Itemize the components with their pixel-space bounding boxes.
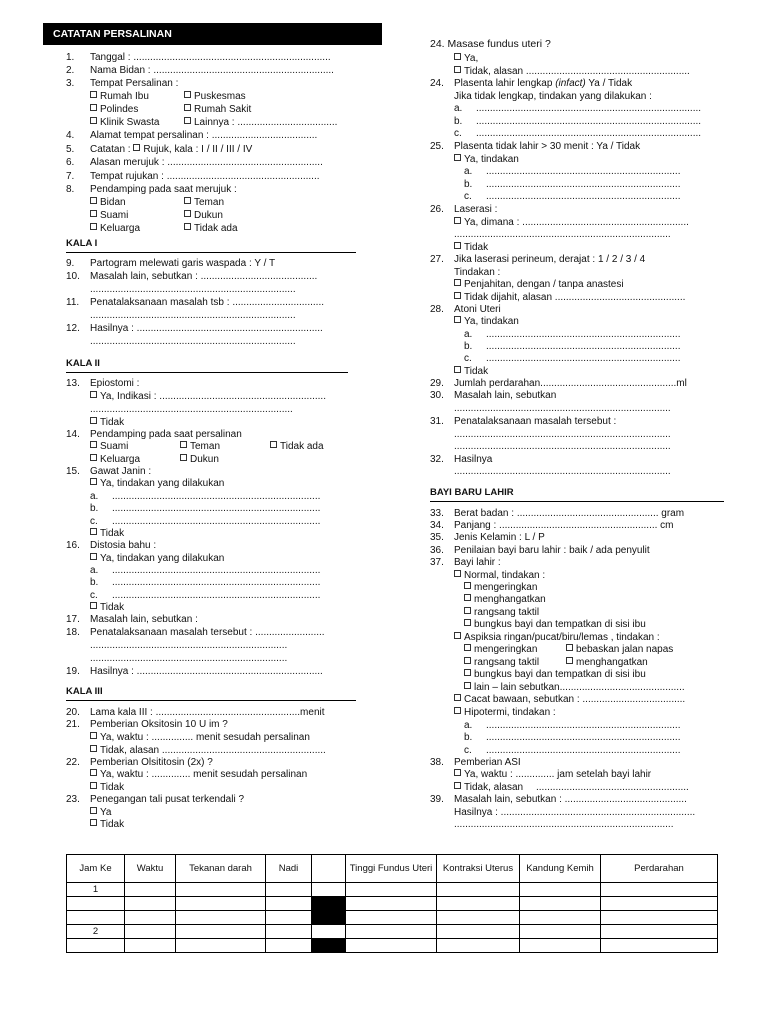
checkbox-row[interactable]: Ya, [430, 53, 478, 65]
monitoring-table [66, 854, 718, 953]
checkbox-icon[interactable] [184, 91, 191, 98]
field-penatalaksanaan-kala2[interactable]: 18. Penatalaksanaan masalah tersebut : ......................... [66, 627, 325, 638]
blank-line[interactable]: c. ................................................................................. [454, 128, 702, 139]
checkbox-icon[interactable] [184, 104, 191, 111]
col-header: Kontraksi Uterus [437, 855, 520, 883]
checkbox-row[interactable]: Ya, waktu : ............... menit sesudah persalinan [66, 732, 310, 744]
checkbox-row[interactable]: Ya, Indikasi : ............................................................ [66, 391, 326, 403]
checkbox-icon [90, 553, 97, 560]
blank-line[interactable]: b. ................................................................................. [454, 116, 702, 127]
checkbox-row[interactable]: Keluarga Tidak ada [66, 223, 238, 235]
checkbox-icon [90, 602, 97, 609]
field-olsititosin: 22. Pemberian Olsititosin (2x) ? [66, 757, 213, 768]
col-header: Perdarahan [601, 855, 718, 883]
field-bayi-lahir: 37. Bayi lahir : [430, 557, 501, 568]
checkbox-icon [270, 441, 277, 448]
field-panjang[interactable]: 34. Panjang : ......................................................... cm [430, 520, 674, 531]
section-kala-3: KALA III [66, 686, 103, 697]
blank-line[interactable]: b. ...................................................................... [464, 179, 681, 190]
checkbox-row[interactable]: Tidak [66, 782, 124, 794]
field-pendamping-persalinan: 14. Pendamping pada saat persalinan [66, 429, 242, 440]
checkbox-row[interactable]: Tidak dijahit, alasan ............................................... [430, 292, 685, 304]
row-label: 2 [67, 925, 125, 939]
blank-line[interactable]: .......................................................................... [90, 284, 296, 295]
checkbox-icon [454, 769, 461, 776]
checkbox-icon [90, 732, 97, 739]
checkbox-row[interactable]: lain – lain sebutkan............................................. [430, 682, 685, 694]
checkbox-row[interactable]: Ya [66, 807, 112, 819]
field-penatalaksanaan-r: 31. Penatalaksanaan masalah tersebut : [430, 416, 617, 427]
field-pendamping-merujuk: 8. Pendamping pada saat merujuk : [66, 184, 237, 195]
blank-line[interactable]: ....................................................................... [90, 653, 288, 664]
checkbox-row[interactable]: Rumah Ibu Puskesmas [66, 91, 246, 103]
field-masalah-lain-kala2[interactable]: 17. Masalah lain, sebutkan : [66, 614, 198, 625]
checkbox-row[interactable]: Penjahitan, dengan / tanpa anastesi [430, 279, 624, 291]
field-hasilnya-kala2[interactable]: 19. Hasilnya : ................................................................... [66, 666, 323, 677]
blank-line[interactable]: c. ........................................................................... [90, 516, 321, 527]
field-masase-fundus: 24. Masase fundus uteri ? [430, 38, 551, 50]
checkbox-row[interactable]: Klinik Swasta Lainnya : .................................... [66, 117, 337, 129]
table-row [67, 897, 718, 911]
checkbox-icon [90, 210, 97, 217]
checkbox-icon [90, 819, 97, 826]
field-distosia-bahu: 16. Distosia bahu : [66, 540, 157, 551]
checkbox-icon [90, 807, 97, 814]
checkbox-icon [90, 478, 97, 485]
field-hasilnya[interactable]: 12. Hasilnya : ................................................................... [66, 323, 323, 334]
col-header: Jam Ke [67, 855, 125, 883]
blank-line[interactable]: b. ...................................................................... [464, 732, 681, 743]
field-pemberian-asi: 38. Pemberian ASI [430, 757, 521, 768]
blank-line[interactable]: ......................................................................... [90, 404, 293, 415]
field-plasenta-tidak-lahir[interactable]: 25. Plasenta tidak lahir > 30 menit : Ya / Tidak [430, 141, 641, 152]
checkbox-icon [184, 210, 191, 217]
blank-line[interactable]: b. ...................................................................... [464, 341, 681, 352]
checkbox-icon [454, 694, 461, 701]
checkbox-icon [464, 682, 471, 689]
blank-line[interactable]: c. ...................................................................... [464, 745, 681, 756]
checkbox-icon [566, 644, 573, 651]
blank-line[interactable]: a. ...................................................................... [464, 720, 681, 731]
field-tempat-persalinan: 3. Tempat Persalinan : [66, 78, 179, 89]
checkbox-icon [90, 197, 97, 204]
field-catatan[interactable]: 5. Catatan : Rujuk, kala : I / II / III / IV [66, 144, 253, 155]
checkbox-icon [184, 223, 191, 230]
blank-line[interactable]: b. ........................................................................... [90, 577, 321, 588]
checkbox-row[interactable]: Hipotermi, tindakan : [430, 707, 556, 719]
field-epiostomi: 13. Epiostomi : [66, 378, 140, 389]
checkbox-icon [454, 53, 461, 60]
checkbox-icon [464, 644, 471, 651]
checkbox-row[interactable]: Tidak, alasan ........................................................... [66, 745, 326, 757]
checkbox-icon [90, 223, 97, 230]
col-header: Tekanan darah [176, 855, 266, 883]
checkbox-row[interactable]: Suami Teman Tidak ada [66, 441, 324, 453]
field-hasilnya-bayi[interactable]: Hasilnya : ...................................................................... [454, 807, 696, 818]
checkbox-row[interactable]: bungkus bayi dan tempatkan di sisi ibu [430, 669, 646, 681]
blank-line[interactable]: a. ................................................................................. [454, 103, 702, 114]
checkbox-icon [454, 707, 461, 714]
section-kala-2: KALA II [66, 358, 100, 369]
field-jumlah-perdarahan[interactable]: 29. Jumlah perdarahan.................................................ml [430, 378, 687, 389]
checkbox-row[interactable]: Tidak, alasan ....................................................... [430, 782, 689, 794]
blank-line[interactable]: .............................................................................. [454, 403, 671, 414]
blank-line[interactable]: c. ...................................................................... [464, 191, 681, 202]
checkbox-icon [454, 154, 461, 161]
checkbox-icon [90, 454, 97, 461]
field-penilaian-bayi[interactable]: 36. Penilaian bayi baru lahir : baik / ada penyulit [430, 545, 650, 556]
section-bayi-baru-lahir: BAYI BARU LAHIR [430, 487, 514, 498]
blank-line[interactable]: a. ........................................................................... [90, 565, 321, 576]
checkbox-icon [454, 217, 461, 224]
checkbox-icon [180, 454, 187, 461]
checkbox-row[interactable]: Tidak [430, 242, 488, 254]
field-lama-kala3[interactable]: 20. Lama kala III : ....................................................menit [66, 707, 325, 718]
checkbox-icon[interactable] [90, 104, 97, 111]
checkbox-icon [454, 66, 461, 73]
field-alamat[interactable]: 4. Alamat tempat persalinan : ...................................... [66, 130, 318, 141]
checkbox-icon[interactable] [90, 91, 97, 98]
field-oksitosin: 21. Pemberian Oksitosin 10 U im ? [66, 719, 228, 730]
field-masalah-lain[interactable]: 10. Masalah lain, sebutkan : .......................................... [66, 271, 318, 282]
text-jika-tidak-lengkap: Jika tidak lengkap, tindakan yang dilakukan : [454, 91, 652, 102]
blank-line[interactable]: a. ...................................................................... [464, 329, 681, 340]
checkbox-row[interactable]: Ya, dimana : ............................................................ [430, 217, 689, 229]
checkbox-icon [454, 366, 461, 373]
checkbox-icon [454, 316, 461, 323]
divider [66, 700, 356, 701]
checkbox-icon [90, 745, 97, 752]
checkbox-icon [180, 441, 187, 448]
blank-line[interactable]: c. ........................................................................... [90, 590, 321, 601]
checkbox-row[interactable]: menghangatkan [430, 594, 546, 606]
checkbox-row[interactable]: Aspiksia ringan/pucat/biru/lemas , tindakan : [430, 632, 660, 644]
table-row [67, 883, 718, 897]
field-atoni-uteri: 28. Atoni Uteri [430, 304, 501, 315]
checkbox-row[interactable]: Tidak, alasan ........................................................... [430, 66, 690, 78]
blank-line[interactable]: ............................................................................... [454, 819, 674, 830]
checkbox-icon [454, 570, 461, 577]
checkbox-row[interactable]: mengeringkan [430, 582, 537, 594]
checkbox-row[interactable]: Cacat bawaan, sebutkan : ..................................... [430, 694, 685, 706]
checkbox-icon [90, 391, 97, 398]
checkbox-row[interactable]: Ya, waktu : .............. menit sesudah persalinan [66, 769, 307, 781]
blank-line[interactable]: .............................................................................. [454, 429, 671, 440]
checkbox-icon [566, 657, 573, 664]
checkbox-row[interactable]: Tidak [66, 819, 124, 831]
checkbox-row[interactable]: bungkus bayi dan tempatkan di sisi ibu [430, 619, 646, 631]
form-title: CATATAN PERSALINAN [43, 23, 382, 45]
divider [66, 372, 348, 373]
checkbox-icon [464, 607, 471, 614]
field-tanggal[interactable]: 1. Tanggal : ....................................................................... [66, 52, 331, 63]
checkbox-row[interactable]: rangsang taktil [430, 607, 539, 619]
checkbox-icon [90, 441, 97, 448]
blank-line[interactable]: .............................................................................. [454, 229, 671, 240]
checkbox-icon [184, 197, 191, 204]
field-partogram[interactable]: 9. Partogram melewati garis waspada : Y / T [66, 258, 276, 269]
field-penegangan-tali-pusat: 23. Penegangan tali pusat terkendali ? [66, 794, 245, 805]
col-header: Kandung Kemih [520, 855, 601, 883]
checkbox-row[interactable]: Ya, tindakan yang dilakukan [66, 478, 224, 490]
divider [66, 252, 356, 253]
checkbox-icon [454, 279, 461, 286]
table-header-row [67, 855, 718, 883]
field-tempat-rujukan[interactable]: 7. Tempat rujukan : ....................................................... [66, 171, 320, 182]
blank-line[interactable]: ....................................................................... [90, 640, 288, 651]
field-laserasi: 26. Laserasi : [430, 204, 498, 215]
blank-line[interactable]: .............................................................................. [454, 441, 671, 452]
checkbox-icon [464, 582, 471, 589]
checkbox-icon [90, 528, 97, 535]
checkbox-row[interactable]: Keluarga Dukun [66, 454, 219, 466]
divider [430, 501, 724, 502]
table-row [67, 939, 718, 953]
field-alasan-merujuk[interactable]: 6. Alasan merujuk : ........................................................ [66, 157, 323, 168]
checkbox-row[interactable]: Polindes Rumah Sakit [66, 104, 251, 116]
field-laserasi-perineum[interactable]: 27. Jika laserasi perineum, derajat : 1 / 2 / 3 / 4 [430, 254, 646, 265]
checkbox-icon[interactable] [90, 117, 97, 124]
field-plasenta-lengkap[interactable]: 24. Plasenta lahir lengkap (infact) Ya / Tidak [430, 78, 633, 89]
checkbox-row[interactable]: Ya, tindakan [430, 316, 519, 328]
checkbox-row[interactable]: mengeringkan bebaskan jalan napas [430, 644, 673, 656]
checkbox-row[interactable]: Bidan Teman [66, 197, 224, 209]
checkbox-row[interactable]: Tidak [430, 366, 488, 378]
col-header: Waktu [125, 855, 176, 883]
blank-line[interactable]: a. ........................................................................... [90, 491, 321, 502]
checkbox-row[interactable]: Ya, waktu : .............. jam setelah bayi lahir [430, 769, 651, 781]
blank-line[interactable]: a. ...................................................................... [464, 166, 681, 177]
checkbox-row[interactable]: Tidak [66, 417, 124, 429]
blank-line[interactable]: .............................................................................. [454, 466, 671, 477]
checkbox-icon [90, 417, 97, 424]
checkbox-icon[interactable] [184, 117, 191, 124]
checkbox-icon[interactable] [133, 144, 140, 151]
text-tindakan: Tindakan : [454, 267, 501, 278]
field-penatalaksanaan[interactable]: 11. Penatalaksanaan masalah tsb : ................................. [66, 297, 324, 308]
field-nama-bidan[interactable]: 2. Nama Bidan : ................................................................. [66, 65, 334, 76]
checkbox-icon [90, 769, 97, 776]
section-kala-1: KALA I [66, 238, 98, 249]
checkbox-icon [464, 657, 471, 664]
blank-line[interactable]: b. ........................................................................... [90, 503, 321, 514]
checkbox-icon [454, 292, 461, 299]
checkbox-icon [454, 632, 461, 639]
checkbox-icon [464, 619, 471, 626]
blank-line[interactable]: c. ...................................................................... [464, 353, 681, 364]
field-jenis-kelamin[interactable]: 35. Jenis Kelamin : L / P [430, 532, 545, 543]
blank-line[interactable]: .......................................................................... [90, 336, 296, 347]
field-hasilnya-r: 32. Hasilnya [430, 454, 493, 465]
col-header [312, 855, 346, 883]
table-row [67, 925, 718, 939]
field-masalah-lain-r: 30. Masalah lain, sebutkan [430, 390, 557, 401]
checkbox-row[interactable]: Ya, tindakan yang dilakukan [66, 553, 224, 565]
checkbox-row[interactable]: rangsang taktil menghangatkan [430, 657, 648, 669]
checkbox-row[interactable]: Suami Dukun [66, 210, 223, 222]
checkbox-row[interactable]: Ya, tindakan [430, 154, 519, 166]
checkbox-row[interactable]: Tidak [66, 602, 124, 614]
checkbox-row[interactable]: Normal, tindakan : [430, 570, 545, 582]
checkbox-icon [90, 782, 97, 789]
checkbox-icon [464, 594, 471, 601]
checkbox-icon [464, 669, 471, 676]
checkbox-icon [454, 782, 461, 789]
col-header: Nadi [266, 855, 312, 883]
checkbox-icon [454, 242, 461, 249]
field-masalah-lain-bayi[interactable]: 39. Masalah lain, sebutkan : ............................................ [430, 794, 687, 805]
blank-line[interactable]: .......................................................................... [90, 310, 296, 321]
checkbox-row[interactable]: Tidak [66, 528, 124, 540]
table-row [67, 911, 718, 925]
field-gawat-janin: 15. Gawat Janin : [66, 466, 152, 477]
row-label: 1 [67, 883, 125, 897]
col-header: Tinggi Fundus Uteri [346, 855, 437, 883]
field-berat-badan[interactable]: 33. Berat badan : ................................................... gram [430, 508, 685, 519]
